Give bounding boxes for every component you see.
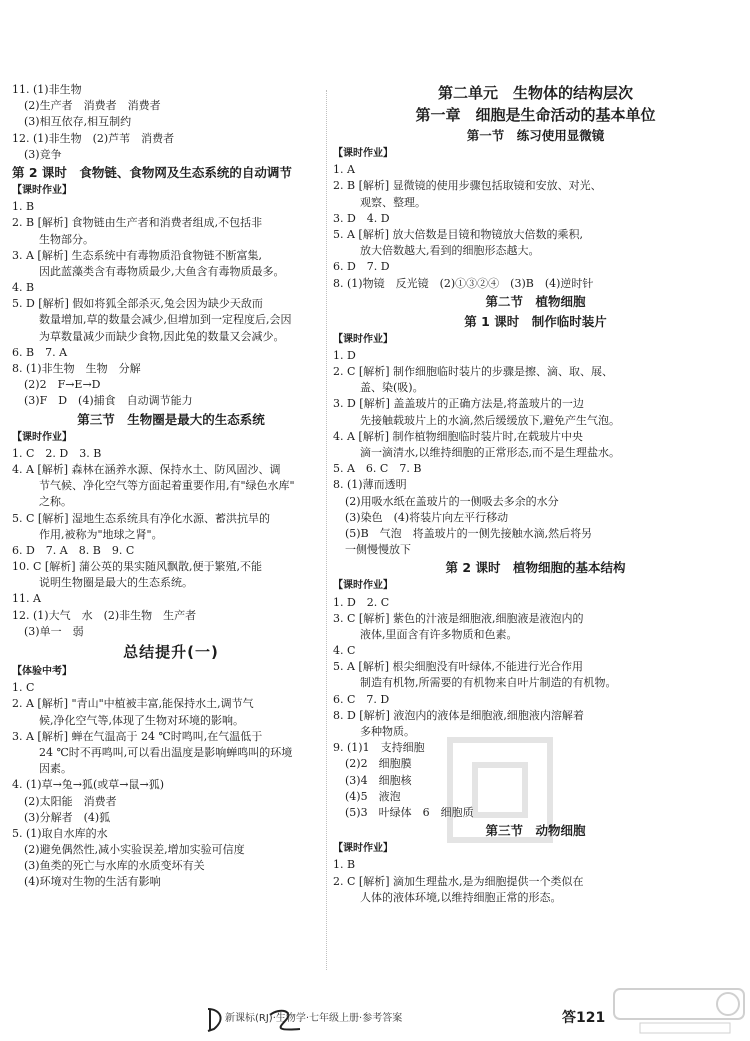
answer-line: 数量增加,草的数量会减少,但增加到一定程度后,会因 — [39, 313, 292, 327]
watermark-logo — [610, 985, 750, 1037]
answer-line: 3. C [解析] 紫色的汁液是细胞液,细胞液是液泡内的 — [333, 611, 584, 625]
answer-line: 节气候、净化空气等方面起着重要作用,有"绿色水库" — [39, 479, 295, 493]
answer-line: 3. D 4. D — [333, 211, 390, 225]
section-title: 第一节 练习使用显微镜 — [466, 128, 605, 143]
answer-line: 放大倍数越大,看到的细胞形态越大。 — [360, 244, 540, 258]
answer-line: 11. (1)非生物 — [12, 83, 82, 96]
answer-line: 1. C 2. D 3. B — [12, 446, 102, 460]
answer-line: 盖、染(吸)。 — [360, 381, 424, 395]
answer-line: (2)2 F→E→D — [24, 378, 101, 392]
section-tag: 【课时作业】 — [12, 184, 72, 196]
answer-line: 5. A [解析] 放大倍数是目镜和物镜放大倍数的乘积, — [333, 227, 584, 241]
answer-line: (3)单一 弱 — [24, 624, 84, 638]
section-tag: 【课时作业】 — [333, 333, 393, 345]
answer-line: 人体的液体环境,以维持细胞正常的形态。 — [360, 890, 562, 904]
answer-line: 6. D 7. D — [333, 260, 390, 274]
section-tag: 【课时作业】 — [333, 580, 393, 592]
answer-line: (2)2 细胞膜 — [345, 757, 412, 771]
answer-line: 1. C — [12, 681, 35, 695]
answer-line: 观察、整理。 — [360, 195, 426, 209]
answer-line: (3)鱼类的死亡与水库的水质变坏有关 — [24, 859, 205, 873]
chapter-title: 第一章 细胞是生命活动的基本单位 — [415, 106, 656, 124]
answer-line: 2. B [解析] 显微镜的使用步骤包括取镜和安放、对光、 — [333, 179, 602, 193]
answer-line: 4. A [解析] 制作植物细胞临时装片时,在载玻片中央 — [333, 429, 584, 443]
answer-line: (3)F D (4)捕食 自动调节能力 — [24, 394, 193, 408]
section-tag: 【课时作业】 — [333, 843, 393, 855]
answer-line: 候,净化空气等,体现了生物对环境的影响。 — [39, 713, 244, 727]
answer-line: 作用,被称为"地球之肾"。 — [39, 527, 163, 541]
summary-title: 总结提升(一) — [123, 643, 219, 661]
answer-line: 5. (1)取自水库的水 — [12, 826, 108, 840]
section-title: 第三节 动物细胞 — [485, 823, 586, 839]
answer-line: 10. C [解析] 蒲公英的果实随风飘散,便于繁殖,不能 — [12, 560, 262, 574]
answer-line: 6. C 7. D — [333, 692, 390, 706]
answer-line: (2)生产者 消费者 消费者 — [24, 99, 161, 113]
answer-line: (3)4 细胞核 — [345, 773, 412, 787]
answer-line: 8. (1)非生物 生物 分解 — [12, 362, 141, 375]
section-tag: 【课时作业】 — [333, 148, 393, 159]
answer-line: 2. C [解析] 制作细胞临时装片的步骤是擦、滴、取、展、 — [333, 365, 613, 379]
right-column — [333, 82, 738, 906]
answer-line: 1. D — [333, 348, 356, 362]
answer-line: 1. A — [333, 163, 355, 177]
answer-line: 5. A 6. C 7. B — [333, 462, 422, 476]
answer-line: (4)环境对生物的生活有影响 — [24, 875, 161, 889]
answer-line: 5. C [解析] 湿地生态系统具有净化水源、蓄洪抗旱的 — [12, 511, 270, 525]
answer-line: 1. B — [333, 858, 356, 872]
section-tag: 【课时作业】 — [12, 431, 72, 443]
answer-line: 4. C — [333, 644, 356, 658]
answer-line: 为草数量减少而缺少食物,因此兔的数量又会减少。 — [39, 329, 285, 343]
answer-line: 1. B — [12, 200, 35, 214]
answer-line: 6. B 7. A — [12, 345, 68, 359]
answer-line: 3. D [解析] 盖盖玻片的正确方法是,将盖玻片的一边 — [333, 397, 584, 411]
answer-line: 6. D 7. A 8. B 9. C — [12, 543, 135, 557]
answer-line: (2)避免偶然性,减小实验误差,增加实验可信度 — [24, 843, 245, 857]
answer-line: 生物部分。 — [39, 232, 94, 246]
answer-line: 因此蓝藻类含有毒物质最少,大鱼含有毒物质最多。 — [39, 264, 285, 278]
answer-line: 3. A [解析] 生态系统中有毒物质沿食物链不断富集, — [12, 248, 263, 262]
answer-line: 12. (1)非生物 (2)芦苇 消费者 — [12, 131, 175, 145]
section-title: 第三节 生物圈是最大的生态系统 — [77, 411, 265, 427]
answer-line: 4. B — [12, 281, 35, 295]
answer-line: (3)染色 (4)将装片向左平行移动 — [345, 510, 509, 524]
answer-line: 8. D [解析] 液泡内的液体是细胞液,细胞液内溶解着 — [333, 708, 584, 722]
answer-line: 24 ℃时不再鸣叫,可以看出温度是影响蝉鸣叫的环境 — [39, 745, 293, 759]
answer-line: 4. (1)草→兔→狐(或草→鼠→狐) — [12, 778, 165, 792]
answer-line: 多种物质。 — [360, 725, 415, 738]
answer-line: (3)相互依存,相互制约 — [24, 115, 132, 129]
answer-line: (3)分解者 (4)狐 — [24, 810, 111, 824]
answer-line: 制造有机物,所需要的有机物来自叶片制造的有机物。 — [360, 676, 617, 690]
answer-line: (5)B 气泡 将盖玻片的一侧先接触水滴,然后将另 — [345, 526, 593, 540]
answer-line: 2. A [解析] "青山"中植被丰富,能保持水土,调节气 — [12, 697, 254, 711]
answer-line: 因素。 — [39, 762, 72, 776]
answer-line: 2. B [解析] 食物链由生产者和消费者组成,不包括非 — [12, 216, 263, 230]
section-title: 第 1 课时 制作临时装片 — [464, 313, 607, 329]
answer-line: 说明生物圈是最大的生态系统。 — [39, 576, 193, 590]
answer-line: 2. C [解析] 滴加生理盐水,是为细胞提供一个类似在 — [333, 874, 584, 888]
section-title: 第二节 植物细胞 — [485, 293, 586, 309]
answer-line: 8. (1)薄而透明 — [333, 478, 407, 492]
answer-line: 5. D [解析] 假如将狐全部杀灭,兔会因为缺少天敌而 — [12, 297, 263, 311]
answer-line: 一侧慢慢放下 — [345, 543, 411, 557]
answer-line: 之称。 — [39, 495, 72, 509]
answer-line: 9. (1)1 支持细胞 — [333, 741, 425, 755]
answer-line: 12. (1)大气 水 (2)非生物 生产者 — [12, 608, 197, 622]
page-number: 答121 — [562, 1010, 606, 1026]
section-tag: 【体验中考】 — [12, 666, 72, 677]
section-title: 第 2 课时 食物链、食物网及生态系统的自动调节 — [12, 164, 292, 180]
left-column — [12, 82, 330, 891]
answer-line: (4)5 液泡 — [345, 789, 401, 803]
answer-line: (2)用吸水纸在盖玻片的一侧吸去多余的水分 — [345, 494, 559, 508]
answer-line: 1. D 2. C — [333, 595, 390, 609]
section-title: 第 2 课时 植物细胞的基本结构 — [445, 560, 626, 576]
answer-line: 5. A [解析] 根尖细胞没有叶绿体,不能进行光合作用 — [333, 660, 584, 674]
answer-line: 11. A — [12, 592, 41, 606]
column-divider — [326, 90, 327, 970]
answer-line: (5)3 叶绿体 6 细胞质 — [345, 805, 474, 819]
answer-line: 4. A [解析] 森林在涵养水源、保持水土、防风固沙、调 — [12, 462, 281, 476]
answer-line: 液体,里面含有许多物质和色素。 — [360, 627, 518, 641]
answer-line: (2)太阳能 消费者 — [24, 794, 117, 808]
answer-line: (3)竞争 — [24, 147, 62, 161]
answer-line: 3. A [解析] 蝉在气温高于 24 ℃时鸣叫,在气温低于 — [12, 729, 263, 743]
answer-line: 先接触载玻片上的水滴,然后缓缓放下,避免产生气泡。 — [360, 413, 620, 427]
answer-line: 滴一滴清水,以维持细胞的正常形态,而不是生理盐水。 — [360, 446, 620, 459]
unit-title: 第二单元 生物体的结构层次 — [437, 84, 633, 102]
answer-line: 8. (1)物镜 反光镜 (2)①③②④ (3)B (4)逆时针 — [333, 276, 594, 290]
footer-text: 新课标(RJ)·生物学·七年级上册·参考答案 — [225, 1013, 403, 1024]
